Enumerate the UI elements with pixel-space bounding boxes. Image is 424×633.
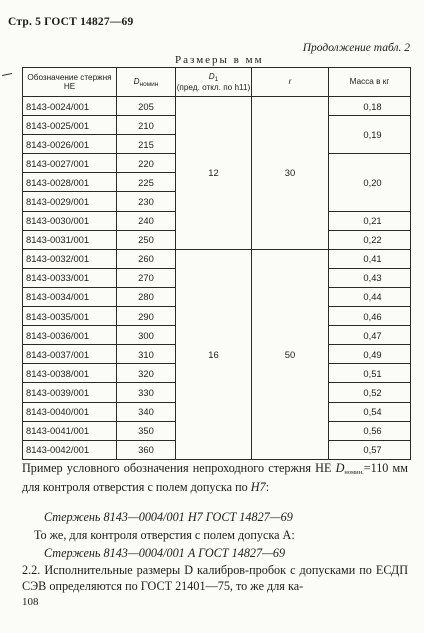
header-designation: Обозначение стержня НЕ (23, 68, 117, 97)
header-d-nominal: $D_{номин}$ (117, 68, 176, 97)
mass-cell: 0,43 (329, 268, 411, 287)
d-cell: 350 (117, 421, 176, 440)
table-row (23, 97, 411, 116)
d-cell: 330 (117, 383, 176, 402)
d-cell: 340 (117, 402, 176, 421)
header-d1: $D_1$ (пред. откл. по h11) (176, 68, 252, 97)
table-row (23, 249, 411, 268)
d-cell: 300 (117, 326, 176, 345)
mass-cell: 0,52 (329, 383, 411, 402)
d-cell: 270 (117, 268, 176, 287)
mass-cell: 0,20 (329, 154, 411, 211)
d-cell: 260 (117, 249, 176, 268)
designation-cell: 8143-0029/001 (23, 192, 117, 211)
mass-cell: 0,51 (329, 364, 411, 383)
d-cell: 240 (117, 211, 176, 230)
r-group-cell: 50 (252, 249, 329, 459)
d-cell: 220 (117, 154, 176, 173)
d-cell: 360 (117, 440, 176, 459)
page-header: Стр. 5 ГОСТ 14827—69 (8, 16, 134, 28)
d-cell: 280 (117, 287, 176, 306)
mass-cell: 0,44 (329, 287, 411, 306)
designation-cell: 8143-0034/001 (23, 287, 117, 306)
designation-cell: 8143-0042/001 (23, 440, 117, 459)
designation-cell: 8143-0041/001 (23, 421, 117, 440)
mass-cell: 0,18 (329, 97, 411, 116)
designation-cell: 8143-0039/001 (23, 383, 117, 402)
designation-cell: 8143-0028/001 (23, 173, 117, 192)
page-number: 108 (22, 596, 39, 608)
header-r: r (252, 68, 329, 97)
mass-cell: 0,22 (329, 230, 411, 249)
designation-cell: 8143-0033/001 (23, 268, 117, 287)
mass-cell: 0,56 (329, 421, 411, 440)
d-cell: 210 (117, 116, 176, 135)
table-continuation-label: Продолжение табл. 2 (302, 42, 410, 54)
d-cell: 225 (117, 173, 176, 192)
d-cell: 205 (117, 97, 176, 116)
d1-group-cell: 16 (176, 249, 252, 459)
example-designation-a: Стержень 8143—0004/001 A ГОСТ 14827—69 (44, 546, 286, 560)
table-header-row (23, 68, 411, 97)
designation-cell: 8143-0026/001 (23, 135, 117, 154)
designation-cell: 8143-0035/001 (23, 307, 117, 326)
example-designation-h7: Стержень 8143—0004/001 H7 ГОСТ 14827—69 (44, 510, 293, 524)
mass-cell: 0,57 (329, 440, 411, 459)
units-label: Размеры в мм (175, 54, 264, 66)
r-group-cell: 30 (252, 97, 329, 250)
mass-cell: 0,49 (329, 345, 411, 364)
d-cell: 230 (117, 192, 176, 211)
d1-group-cell: 12 (176, 97, 252, 250)
designation-cell: 8143-0027/001 (23, 154, 117, 173)
designation-cell: 8143-0040/001 (23, 402, 117, 421)
d-cell: 290 (117, 307, 176, 326)
mass-cell: 0,54 (329, 402, 411, 421)
designation-cell: 8143-0031/001 (23, 230, 117, 249)
margin-mark (2, 73, 12, 76)
example-paragraph: Пример условного обозначения непроходного стержня НЕ Dномин.=110 мм для контроля отверстия с полем допуска по H7: (22, 461, 408, 494)
d-cell: 310 (117, 345, 176, 364)
designation-cell: 8143-0036/001 (23, 326, 117, 345)
d-cell: 250 (117, 230, 176, 249)
mass-cell: 0,41 (329, 249, 411, 268)
mass-cell: 0,19 (329, 116, 411, 154)
mass-cell: 0,47 (329, 326, 411, 345)
header-mass: Масса в кг (329, 68, 411, 97)
designation-cell: 8143-0038/001 (23, 364, 117, 383)
designation-cell: 8143-0025/001 (23, 116, 117, 135)
designation-cell: 8143-0030/001 (23, 211, 117, 230)
designation-cell: 8143-0037/001 (23, 345, 117, 364)
mass-cell: 0,46 (329, 307, 411, 326)
designation-cell: 8143-0032/001 (23, 249, 117, 268)
d-cell: 320 (117, 364, 176, 383)
mass-cell: 0,21 (329, 211, 411, 230)
same-for-a-paragraph: То же, для контроля отверстия с полем допуска A: (34, 528, 295, 542)
clause-2-2-paragraph: 2.2. Исполнительные размеры D калибров-пробок с допусками по ЕСДП СЭВ определяются по ГОСТ 21401—75, то же для ка- (22, 563, 408, 593)
dimensions-table (22, 67, 411, 460)
designation-cell: 8143-0024/001 (23, 97, 117, 116)
d-cell: 215 (117, 135, 176, 154)
